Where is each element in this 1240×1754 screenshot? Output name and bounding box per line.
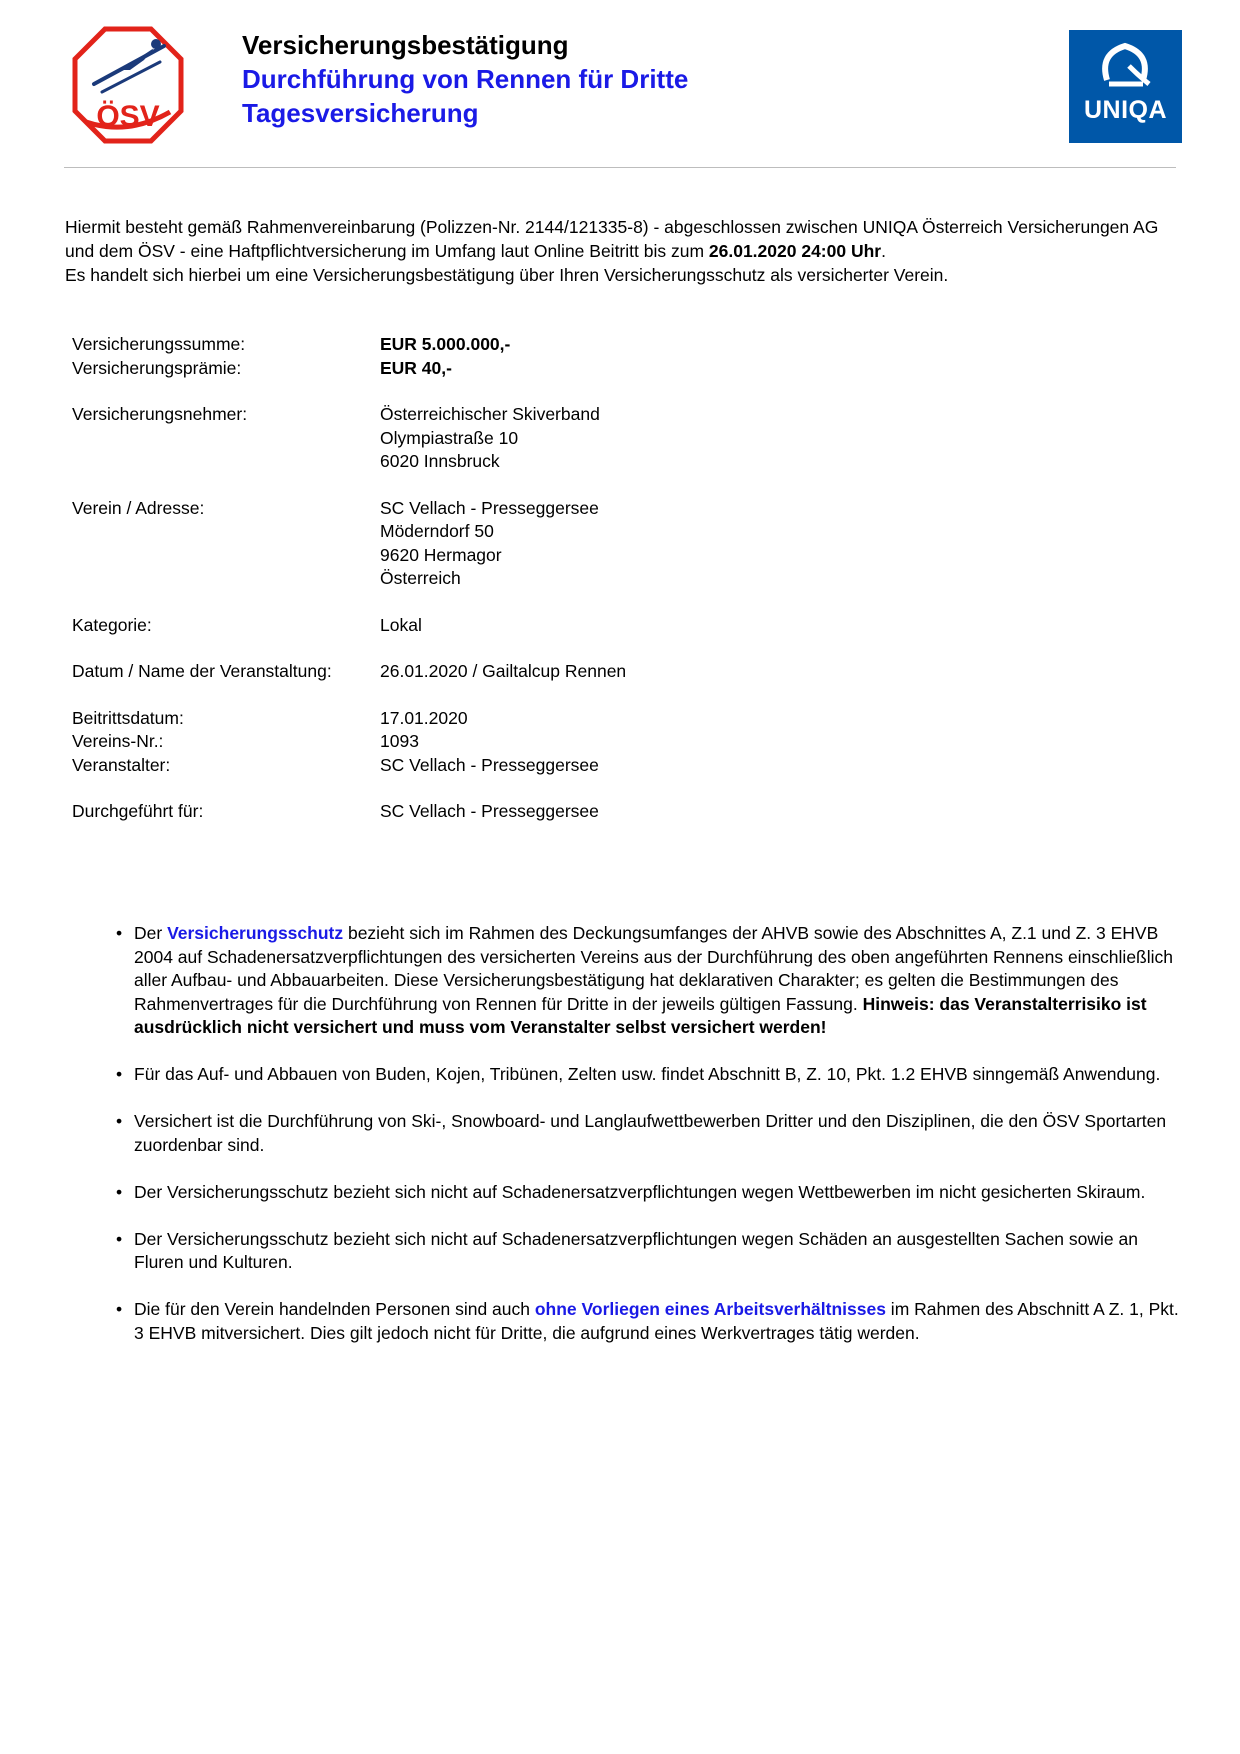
detail-value: 1093 bbox=[380, 731, 419, 751]
detail-row-veranstalter bbox=[72, 754, 872, 778]
detail-value: 26.01.2020 / Gailtalcup Rennen bbox=[380, 661, 627, 681]
detail-row-datum bbox=[72, 660, 872, 684]
insurance-details bbox=[72, 333, 872, 824]
detail-value bbox=[380, 403, 872, 474]
uniqa-logo-text: UNIQA bbox=[1083, 96, 1168, 124]
bullet-text: Versichert ist die Durchführung von Ski-, Snowboard- und Langlaufwettbewerben Dritter und den Disziplinen, die den ÖSV Sportarten zuordenbar sind. bbox=[134, 1111, 1167, 1155]
list-item bbox=[114, 922, 1180, 1040]
detail-row-verein bbox=[72, 497, 872, 591]
address-line: Österreich bbox=[380, 568, 461, 588]
bullet-text: Für das Auf- und Abbauen von Buden, Kojen, Tribünen, Zelten usw. findet Abschnitt B, Z. 10, Pkt. 1.2 EHVB sinngemäß Anwendung. bbox=[134, 1064, 1161, 1084]
bullet-icon: • bbox=[116, 1228, 123, 1249]
list-item bbox=[114, 1110, 1180, 1157]
bullet-icon: • bbox=[116, 1181, 123, 1202]
oesv-logo bbox=[72, 26, 184, 144]
detail-label: Kategorie: bbox=[72, 614, 152, 635]
highlight-versicherungsschutz: Versicherungsschutz bbox=[167, 923, 344, 943]
intro-text-1: Hiermit besteht gemäß Rahmenvereinbarung (Polizzen-Nr. 2144/121335-8) - abgeschlossen zwischen UNIQA Österreich Versicherungen AG und dem ÖSV - eine Haftpflichtversicherung im Umfang laut Online Beitritt bis zum bbox=[65, 217, 1159, 261]
detail-label: Beitrittsdatum: bbox=[72, 707, 184, 728]
detail-row-kategorie bbox=[72, 614, 872, 638]
detail-row-praemie bbox=[72, 357, 872, 381]
detail-row-summe bbox=[72, 333, 872, 357]
address-line: 6020 Innsbruck bbox=[380, 451, 500, 471]
page-subtitle-2: Tagesversicherung bbox=[242, 98, 479, 128]
header-titles bbox=[242, 28, 688, 130]
detail-value: SC Vellach - Presseggersee bbox=[380, 801, 599, 821]
bullet-icon: • bbox=[116, 1299, 123, 1319]
detail-row-nehmer bbox=[72, 403, 872, 474]
detail-value: EUR 40,- bbox=[380, 357, 452, 378]
bullet-text: Der bbox=[134, 923, 168, 943]
detail-label: Versicherungsnehmer: bbox=[72, 404, 248, 424]
intro-text-3: Es handelt sich hierbei um eine Versicherungsbestätigung über Ihren Versicherungsschutz als versicherter Verein. bbox=[65, 265, 949, 285]
detail-value bbox=[380, 497, 872, 591]
bullet-text: im Rahmen des Abschnitt A Z. 1, Pkt. 3 EHVB mitversichert. Dies gilt jedoch nicht für Dritte, die aufgrund eines Werkvertrages tätig werden. bbox=[134, 1299, 1179, 1343]
uniqa-symbol-icon bbox=[1069, 30, 1182, 100]
uniqa-logo bbox=[1069, 30, 1182, 143]
list-item bbox=[114, 1298, 1180, 1345]
list-item bbox=[114, 1063, 1180, 1087]
bullet-icon: • bbox=[116, 1064, 123, 1084]
detail-label: Versicherungssumme: bbox=[72, 334, 246, 354]
address-line: Möderndorf 50 bbox=[380, 521, 494, 541]
detail-value: 17.01.2020 bbox=[380, 707, 468, 728]
intro-deadline: 26.01.2020 24:00 Uhr bbox=[708, 241, 882, 261]
header-divider bbox=[64, 167, 1176, 168]
bullet-icon: • bbox=[116, 1111, 123, 1131]
detail-row-beitritt bbox=[72, 707, 872, 731]
intro-text-2: . bbox=[881, 241, 886, 261]
address-line: Olympiastraße 10 bbox=[380, 427, 519, 448]
detail-value: SC Vellach - Presseggersee bbox=[380, 754, 599, 775]
highlight-arbeitsverhaeltnis: ohne Vorliegen eines Arbeitsverhältnisses bbox=[534, 1299, 886, 1319]
detail-row-vereinsnr bbox=[72, 730, 872, 754]
detail-label: Durchgeführt für: bbox=[72, 801, 204, 821]
hinweis-text: Hinweis: das Veranstalterrisiko ist ausdrücklich nicht versichert und muss vom Veranstalter selbst versichert werden! bbox=[134, 993, 1147, 1037]
address-line: Österreichischer Skiverband bbox=[380, 404, 600, 424]
conditions-list bbox=[114, 922, 1180, 1369]
page-title: Versicherungsbestätigung bbox=[242, 30, 569, 60]
address-line: 9620 Hermagor bbox=[380, 544, 502, 565]
list-item bbox=[114, 1181, 1180, 1205]
intro-paragraph bbox=[65, 215, 1175, 287]
oesv-logo-text: ÖSV bbox=[96, 100, 160, 133]
bullet-text: Der Versicherungsschutz bezieht sich nicht auf Schadenersatzverpflichtungen wegen Schäden an ausgestellten Sachen sowie an Fluren und Kulturen. bbox=[134, 1228, 1138, 1272]
detail-value: Lokal bbox=[380, 614, 422, 635]
detail-label: Versicherungsprämie: bbox=[72, 357, 242, 378]
address-line: SC Vellach - Presseggersee bbox=[380, 497, 599, 518]
detail-label: Veranstalter: bbox=[72, 754, 171, 775]
detail-label: Vereins-Nr.: bbox=[72, 731, 164, 751]
bullet-text: Der Versicherungsschutz bezieht sich nicht auf Schadenersatzverpflichtungen wegen Wettbewerben im nicht gesicherten Skiraum. bbox=[134, 1181, 1146, 1202]
page-subtitle-1: Durchführung von Rennen für Dritte bbox=[242, 64, 689, 94]
bullet-text: Die für den Verein handelnden Personen sind auch bbox=[134, 1299, 535, 1319]
bullet-text: bezieht sich im Rahmen des Deckungsumfanges der AHVB sowie des Abschnittes A, Z.1 und Z. 3 EHVB 2004 auf Schadenersatzverpflichtungen des versicherten Vereins aus der Durchführung des oben angeführten Rennens einschließlich aller Aufbau- und Abbauarbeiten. Diese Versicherungsbestätigung hat deklarativen Charakter; es gelten die Bestimmungen des Rahmenvertrages für die Durchführung von Rennen für Dritte in der jeweils gültigen Fassung. bbox=[134, 923, 1173, 1014]
bullet-icon: • bbox=[116, 923, 123, 943]
detail-value: EUR 5.000.000,- bbox=[380, 334, 511, 354]
detail-label: Verein / Adresse: bbox=[72, 497, 205, 518]
detail-row-durchgefuehrt bbox=[72, 800, 872, 824]
list-item bbox=[114, 1228, 1180, 1275]
detail-label: Datum / Name der Veranstaltung: bbox=[72, 661, 332, 681]
